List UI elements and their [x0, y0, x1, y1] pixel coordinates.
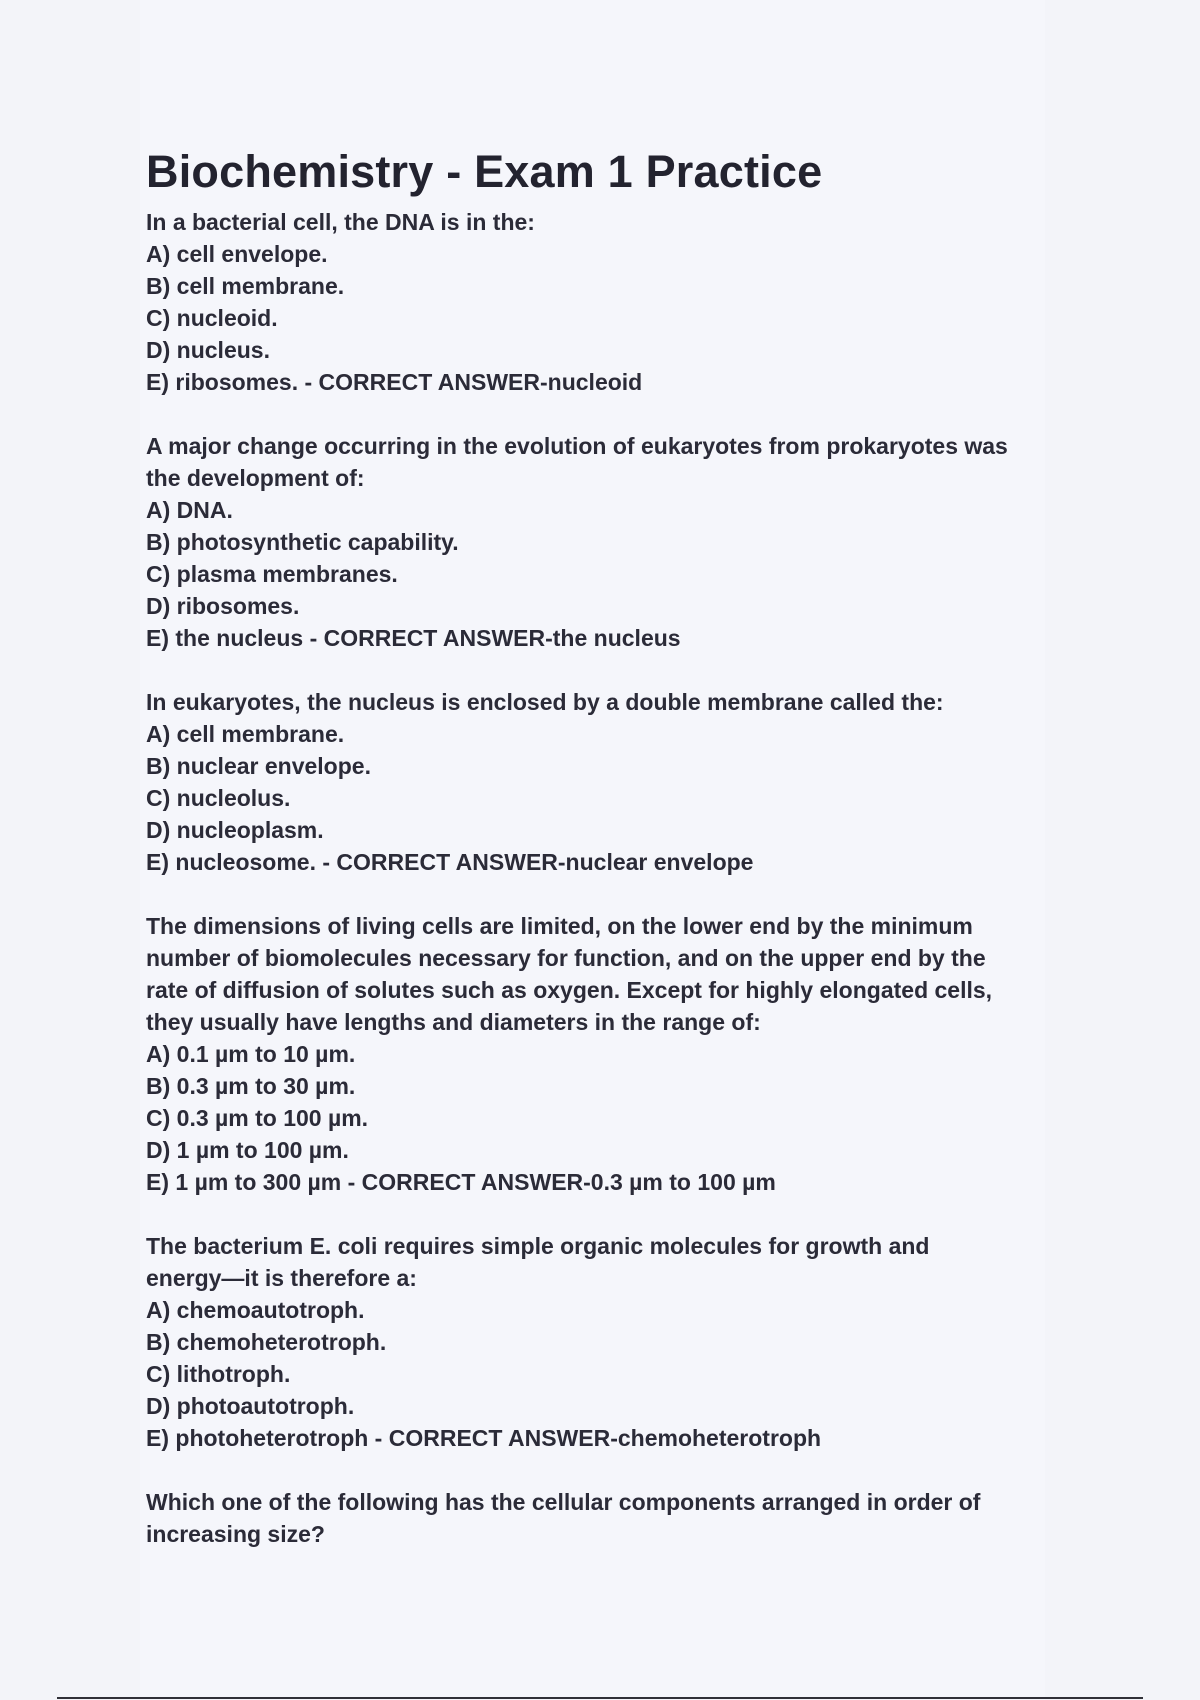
question-block	[146, 206, 1076, 398]
question-prompt: the development of:	[146, 465, 365, 491]
answer-option: B) chemoheterotroph.	[146, 1329, 387, 1355]
answer-option: A) cell membrane.	[146, 721, 345, 747]
answer-option: D) nucleoplasm.	[146, 817, 324, 843]
answer-option: C) nucleolus.	[146, 785, 291, 811]
question-prompt: In a bacterial cell, the DNA is in the:	[146, 209, 535, 235]
answer-option: D) nucleus.	[146, 337, 270, 363]
answer-option: A) DNA.	[146, 497, 233, 523]
answer-option: A) cell envelope.	[146, 241, 328, 267]
document-title: Biochemistry - Exam 1 Practice	[146, 146, 823, 197]
answer-option: B) nuclear envelope.	[146, 753, 371, 779]
question-prompt: A major change occurring in the evolution of eukaryotes from prokaryotes was	[146, 433, 1008, 459]
page-bottom-rule	[57, 1697, 1143, 1699]
answer-option-with-correct-answer: E) photoheterotroph - CORRECT ANSWER-chemoheterotroph	[146, 1425, 822, 1451]
answer-option: C) nucleoid.	[146, 305, 278, 331]
question-prompt: number of biomolecules necessary for function, and on the upper end by the	[146, 945, 986, 971]
answer-option-with-correct-answer: E) nucleosome. - CORRECT ANSWER-nuclear envelope	[146, 849, 754, 875]
question-prompt: In eukaryotes, the nucleus is enclosed by a double membrane called the:	[146, 689, 944, 715]
answer-option-with-correct-answer: E) ribosomes. - CORRECT ANSWER-nucleoid	[146, 369, 643, 395]
answer-option-with-correct-answer: E) the nucleus - CORRECT ANSWER-the nucleus	[146, 625, 681, 651]
question-prompt: Which one of the following has the cellular components arranged in order of	[146, 1489, 981, 1515]
answer-option: B) photosynthetic capability.	[146, 529, 459, 555]
answer-option: A) chemoautotroph.	[146, 1297, 365, 1323]
answer-option: D) photoautotroph.	[146, 1393, 355, 1419]
question-prompt: increasing size?	[146, 1521, 325, 1547]
question-block	[146, 1486, 1076, 1550]
answer-option: B) cell membrane.	[146, 273, 345, 299]
question-prompt: rate of diffusion of solutes such as oxygen. Except for highly elongated cells,	[146, 977, 993, 1003]
answer-option-with-correct-answer: E) 1 µm to 300 µm - CORRECT ANSWER-0.3 µm to 100 µm	[146, 1169, 776, 1195]
question-prompt: they usually have lengths and diameters in the range of:	[146, 1009, 761, 1035]
question-block	[146, 1230, 1076, 1454]
question-block	[146, 910, 1076, 1198]
answer-option: B) 0.3 µm to 30 µm.	[146, 1073, 356, 1099]
answer-option: C) lithotroph.	[146, 1361, 291, 1387]
question-prompt: energy—it is therefore a:	[146, 1265, 417, 1291]
document-body	[146, 140, 1076, 1582]
answer-option: C) 0.3 µm to 100 µm.	[146, 1105, 369, 1131]
answer-option: A) 0.1 µm to 10 µm.	[146, 1041, 356, 1067]
question-prompt: The bacterium E. coli requires simple organic molecules for growth and	[146, 1233, 930, 1259]
question-block	[146, 430, 1076, 654]
question-prompt: The dimensions of living cells are limited, on the lower end by the minimum	[146, 913, 973, 939]
answer-option: C) plasma membranes.	[146, 561, 398, 587]
question-block	[146, 686, 1076, 878]
answer-option: D) 1 µm to 100 µm.	[146, 1137, 349, 1163]
answer-option: D) ribosomes.	[146, 593, 300, 619]
